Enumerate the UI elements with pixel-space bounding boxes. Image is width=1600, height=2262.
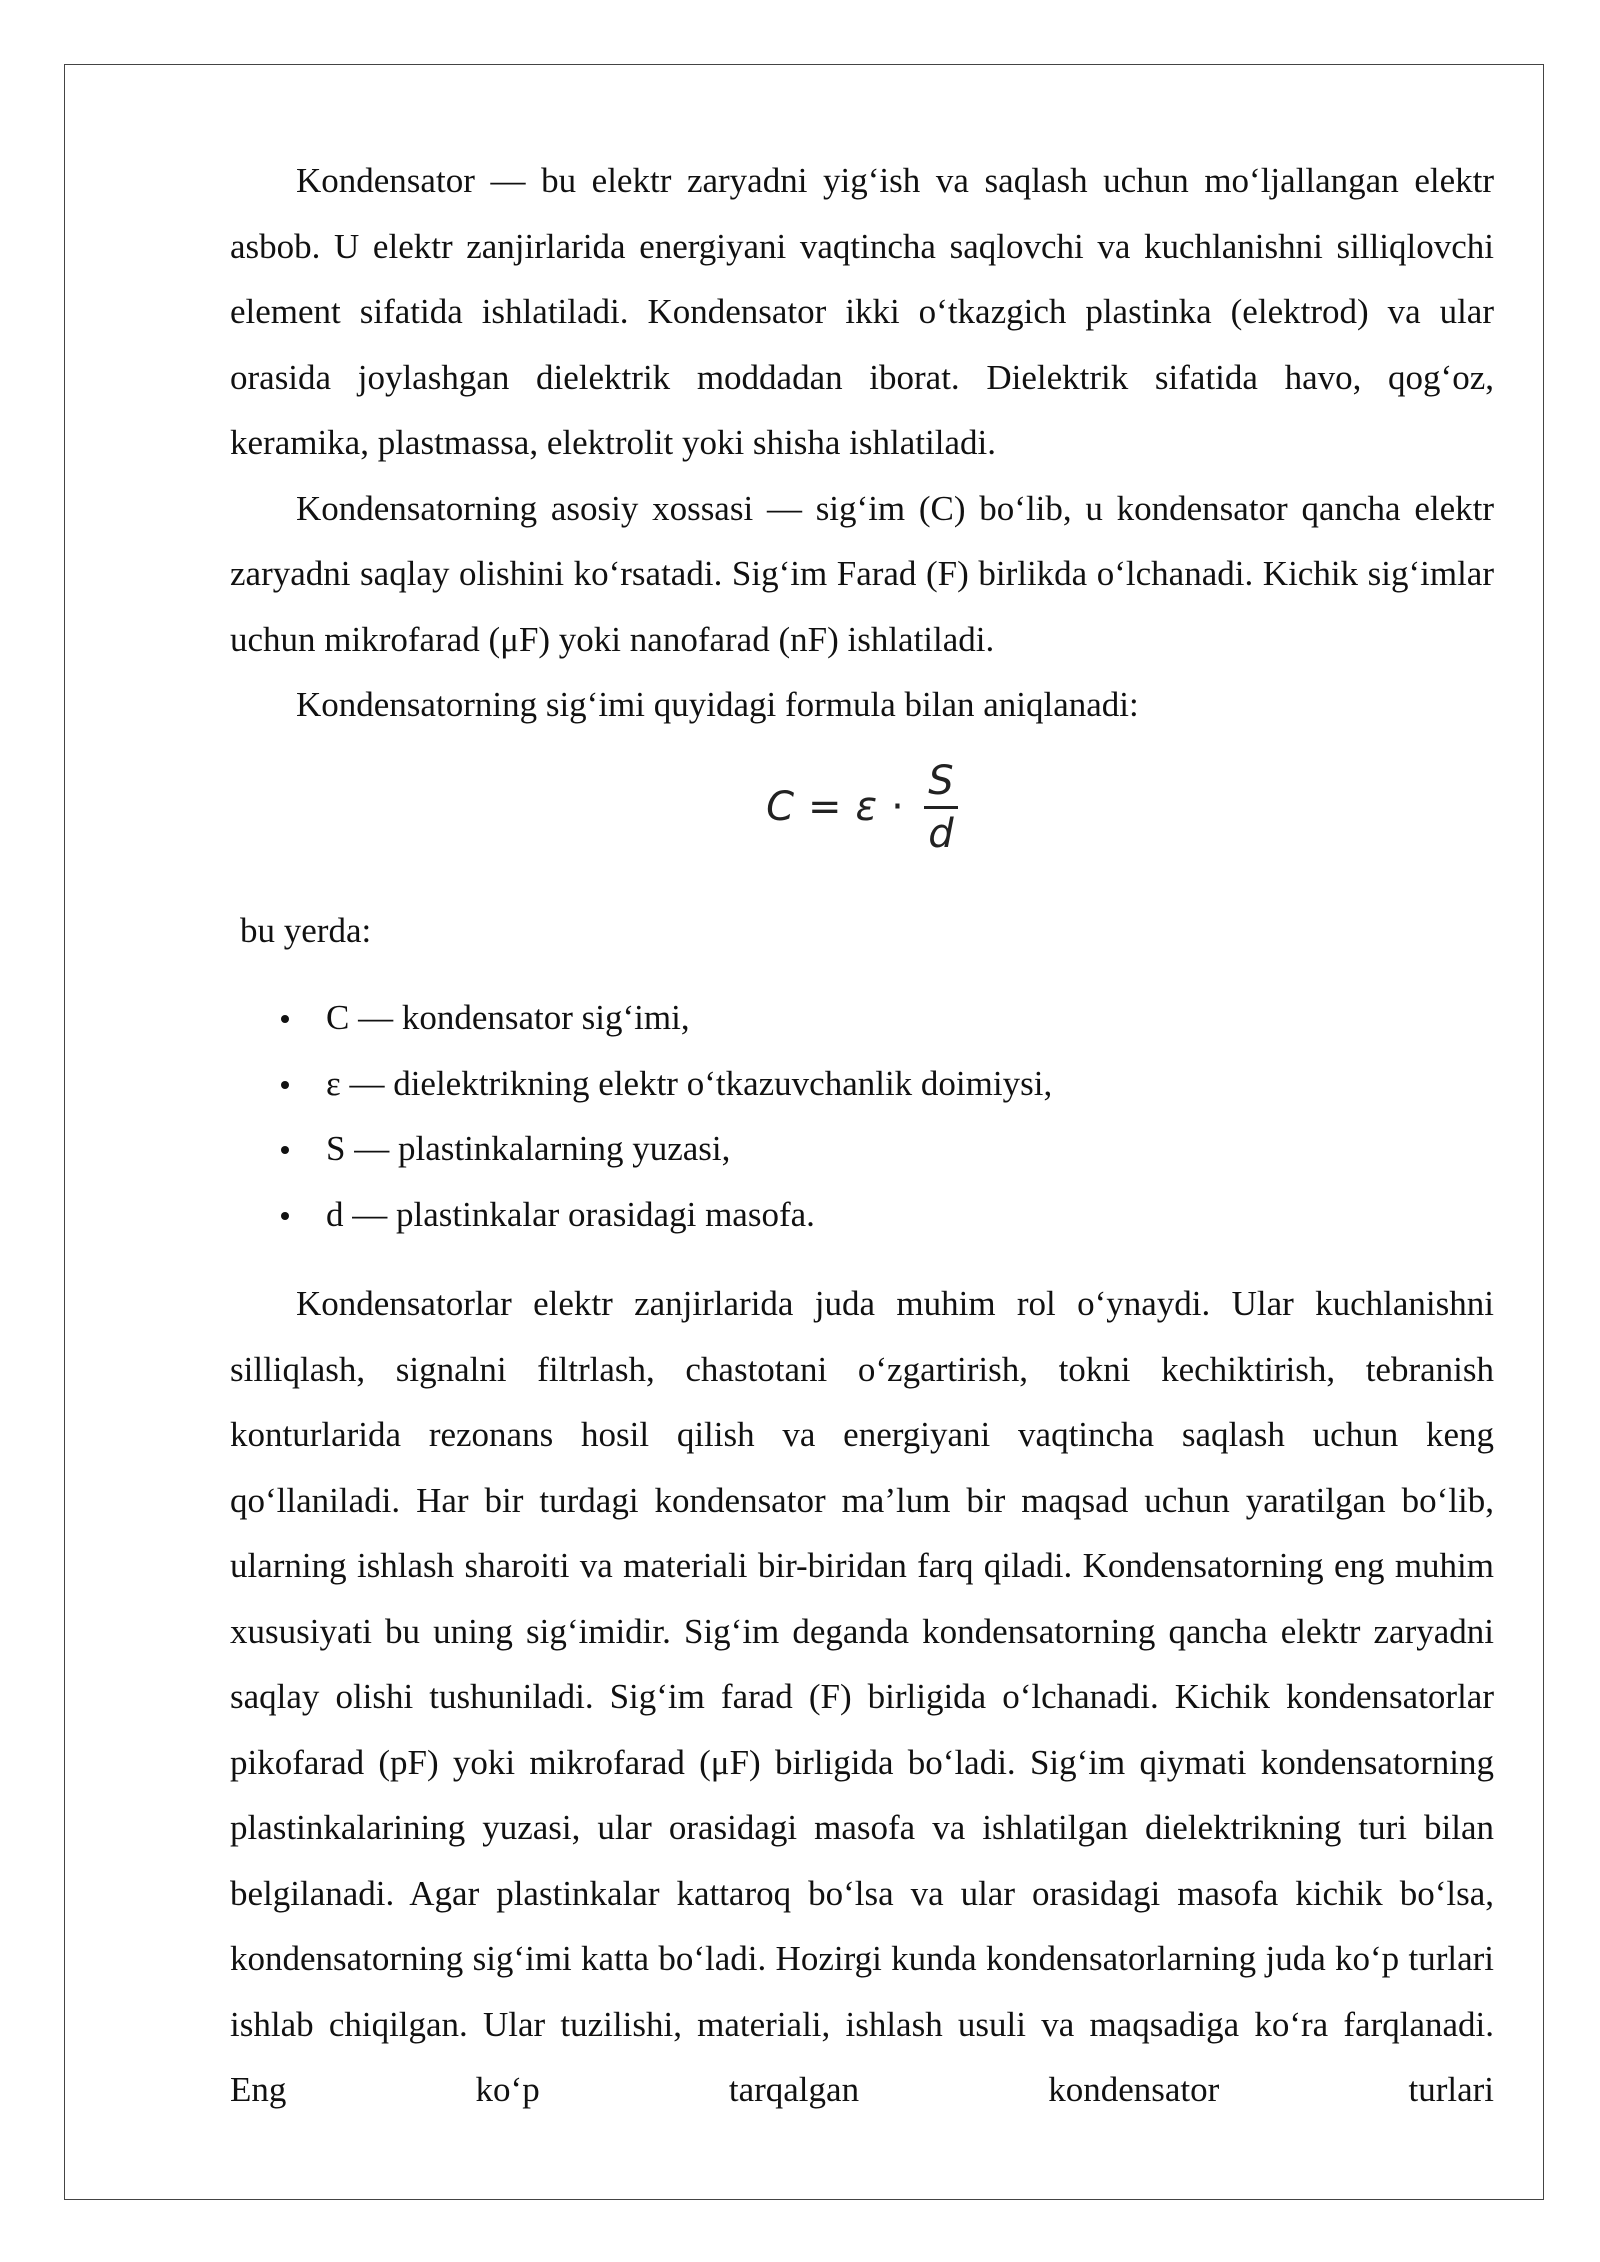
bullet-icon: [281, 1212, 289, 1220]
paragraph-formula-intro: Kondensatorning sig‘imi quyidagi formula bilan aniqlanadi:: [296, 685, 1139, 724]
bullet-icon: [281, 1081, 289, 1089]
list-item: [230, 985, 1494, 1051]
list-item-text: ε — dielektrikning elektr o‘tkazuvchanlik doimiysi,: [326, 1063, 1053, 1103]
list-item: [230, 1116, 1494, 1182]
bullet-icon: [281, 1015, 289, 1023]
formula-denominator: d: [928, 810, 954, 857]
paragraph-definition: Kondensator — bu elektr zaryadni yig‘ish va saqlash uchun mo‘ljallangan elektr asbob. U elektr zanjirlarida energiyani vaqtincha saqlovchi va kuchlanishni silliqlovchi element sifatida ishlatiladi. Kondensator ikki o‘tkazgich plastinka (elektrod) va ular orasida joylashgan dielektrik moddadan iborat. Dielektrik sifatida havo, qog‘oz, keramika, plastmassa, elektrolit yoki shisha ishlatiladi.: [230, 161, 1494, 462]
definition-list: [230, 985, 1494, 1247]
where-label: bu yerda:: [240, 910, 372, 950]
paragraph-capacitance: Kondensatorning asosiy xossasi — sig‘im (C) bo‘lib, u kondensator qancha elektr zaryadni saqlay olishini ko‘rsatadi. Sig‘im Farad (F) birlikda o‘lchanadi. Kichik sig‘imlar uchun mikrofarad (μF) yoki nanofarad (nF) ishlatiladi.: [230, 488, 1494, 659]
formula-equals: =: [808, 783, 842, 830]
formula-lhs: C: [766, 783, 795, 830]
formula-epsilon: ε: [855, 783, 878, 830]
list-item: [230, 1051, 1494, 1117]
list-item-text: S — plastinkalarning yuzasi,: [326, 1129, 731, 1168]
formula-fraction: [924, 756, 958, 859]
formula-dot: ·: [891, 783, 904, 830]
paragraph-applications: Kondensatorlar elektr zanjirlarida juda muhim rol o‘ynaydi. Ular kuchlanishni silliqlash, signalni filtrlash, chastotani o‘zgartirish, tokni kechiktirish, tebranish konturlarida rezonans hosil qilish va energiyani vaqtincha saqlash uchun keng qo‘llaniladi. Har bir turdagi kondensator ma’lum bir maqsad uchun yaratilgan bo‘lib, ularning ishlash sharoiti va materiali bir-biridan farq qiladi. Kondensatorning eng muhim xususiyati bu uning sig‘imidir. Sig‘im deganda kondensatorning qancha elektr zaryadni saqlay olishi tushuniladi. Sig‘im farad (F) birligida o‘lchanadi. Kichik kondensatorlar pikofarad (pF) yoki mikrofarad (μF) birligida bo‘ladi. Sig‘im qiymati kondensatorning plastinkalarining yuzasi, ular orasidagi masofa va ishlatilgan dielektrikning turi bilan belgilanadi. Agar plastinkalar kattaroq bo‘lsa va ular orasidagi masofa kichik bo‘lsa, kondensatorning sig‘imi katta bo‘ladi. Hozirgi kunda kondensatorlarning juda ko‘p turlari ishlab chiqilgan. Ular tuzilishi, materiali, ishlash usuli va maqsadiga ko‘ra farqlanadi. Eng ko‘p tarqalgan kondensator turlari: [230, 1284, 1494, 2109]
bullet-icon: [281, 1146, 289, 1154]
list-item: [230, 1182, 1494, 1248]
document-body: [230, 148, 1494, 2123]
list-item-text: C — kondensator sig‘imi,: [326, 998, 690, 1037]
formula-numerator: S: [928, 758, 954, 805]
capacitance-formula: [230, 738, 1494, 878]
list-item-text: d — plastinkalar orasidagi masofa.: [326, 1194, 815, 1234]
